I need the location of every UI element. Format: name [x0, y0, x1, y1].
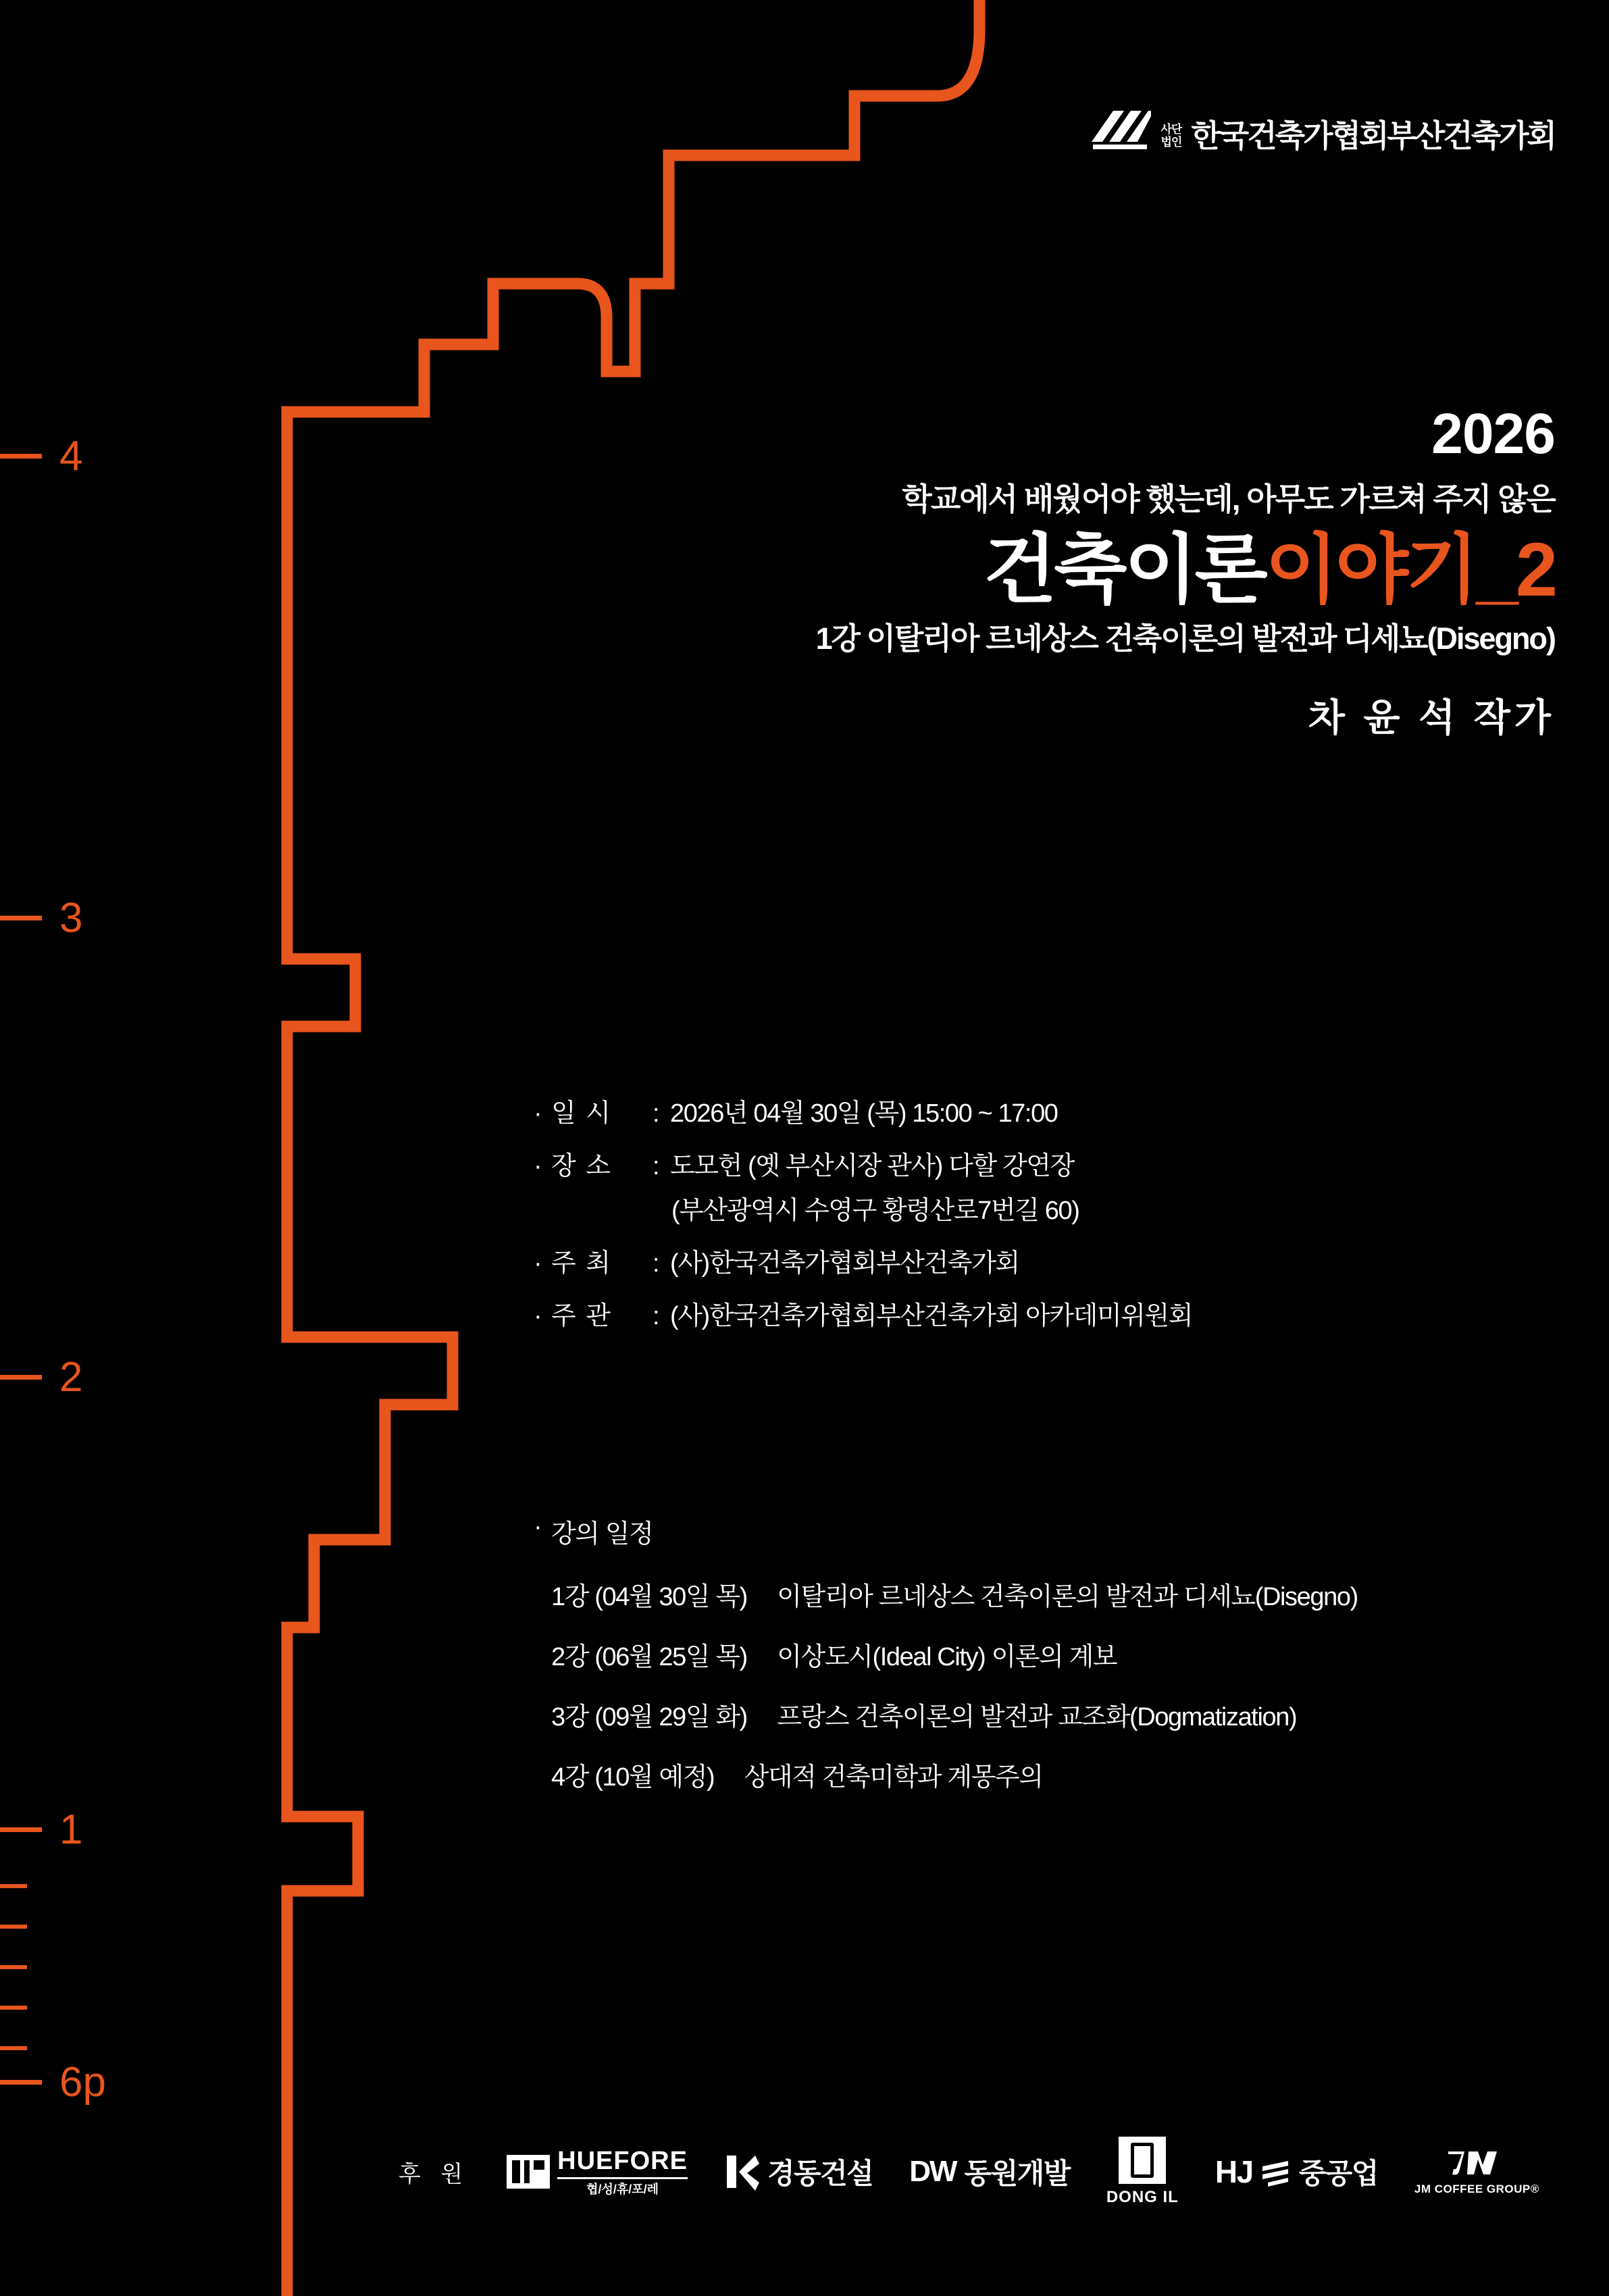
- schedule-item: [551, 1636, 1574, 1673]
- info-label-datetime: 일 시: [551, 1099, 612, 1128]
- ruler-tick-minor-2: [0, 1925, 27, 1929]
- info-label-host: 주 최: [551, 1249, 612, 1278]
- bullet-icon: ·: [534, 1249, 542, 1278]
- bullet-icon: ·: [534, 1513, 542, 1541]
- dongil-name: DONG IL: [1106, 2188, 1179, 2206]
- info-colon: :: [653, 1099, 659, 1128]
- ruler-tick-minor-3: [0, 1965, 27, 1969]
- info-value-organizer: (사)한국건축가협회부산건축가회 아카데미위원회: [670, 1302, 1193, 1330]
- event-kicker: 학교에서 배웠어야 했는데, 아무도 가르쳐 주지 않은: [902, 481, 1555, 517]
- ruler-tick-minor-1: [0, 1884, 27, 1888]
- dongwon-name: 동원개발: [964, 2158, 1070, 2189]
- schedule-item-no: 3강 (09월 29일 화): [551, 1703, 747, 1731]
- kyungdong-mark-icon: [724, 2153, 759, 2191]
- schedule-item-desc: 이상도시(Ideal City) 이론의 계보: [777, 1643, 1117, 1671]
- ruler-tick-6p: [0, 2080, 42, 2085]
- ruler-tick-minor-5: [0, 2046, 27, 2050]
- info-row-address: [671, 1198, 1560, 1224]
- info-colon: :: [653, 1152, 659, 1180]
- info-colon: :: [653, 1249, 659, 1278]
- ruler-tick-1: [0, 1827, 42, 1832]
- ruler-label-1: 1: [59, 1806, 83, 1853]
- info-label-organizer: 주 관: [551, 1302, 612, 1330]
- assoc-prefix-line2: 법인: [1160, 135, 1182, 149]
- speaker-name: 차 윤 석 작가: [1308, 696, 1555, 739]
- schedule-item-desc: 이탈리아 르네상스 건축이론의 발전과 디세뇨(Disegno): [777, 1583, 1358, 1611]
- page-title: [542, 527, 1555, 612]
- huefore-name: HUEFORE: [557, 2148, 688, 2179]
- kia-mark-icon: [1089, 108, 1151, 151]
- info-row-venue: [534, 1153, 1560, 1179]
- schedule-heading: 강의 일정: [551, 1520, 653, 1548]
- dongwon-mark: DW: [909, 2155, 956, 2188]
- info-value-datetime: 2026년 04월 30일 (목) 15:00 ~ 17:00: [670, 1099, 1058, 1128]
- hj-swoosh-icon: [1261, 2157, 1291, 2187]
- lecture-schedule: [534, 1513, 1574, 1816]
- bullet-icon: ·: [534, 1302, 542, 1330]
- ruler-label-4: 4: [59, 433, 83, 479]
- info-row-organizer: [534, 1303, 1560, 1329]
- jm-name: JM COFFEE GROUP®: [1414, 2183, 1539, 2195]
- schedule-item: [551, 1756, 1574, 1793]
- info-row-datetime: [534, 1101, 1560, 1126]
- sponsor-section-title: 후 원: [399, 2161, 470, 2187]
- huefore-mark-icon: [506, 2149, 551, 2194]
- ruler-tick-minor-4: [0, 2006, 27, 2010]
- ruler-label-3: 3: [59, 895, 83, 941]
- sponsor-huefore: [506, 2148, 688, 2195]
- sponsor-kyungdong: [724, 2151, 873, 2192]
- info-value-host: (사)한국건축가협회부산건축가회: [670, 1249, 1019, 1278]
- huefore-wordmark: [557, 2148, 688, 2195]
- huefore-subname: 협/성/휴/포/레: [586, 2183, 659, 2196]
- info-colon: :: [653, 1302, 659, 1330]
- info-row-host: [534, 1251, 1560, 1276]
- headline-block: [542, 402, 1555, 739]
- schedule-item: [551, 1575, 1574, 1613]
- sponsor-bar: [399, 2137, 1562, 2207]
- ruler-tick-2: [0, 1375, 42, 1380]
- title-part-2: 이야기: [1265, 527, 1477, 612]
- dongil-mark-inner: [1131, 2143, 1154, 2178]
- schedule-heading-row: [534, 1513, 1574, 1550]
- association-name: 한국건축가협회부산건축가회: [1191, 118, 1555, 153]
- sponsor-hj: [1215, 2151, 1378, 2192]
- kyungdong-name: 경동건설: [767, 2158, 873, 2189]
- schedule-item-no: 4강 (10월 예정): [551, 1763, 715, 1792]
- ruler-scale: [0, 0, 176, 2296]
- event-year: 2026: [1431, 402, 1555, 465]
- schedule-item-no: 1강 (04월 30일 목): [551, 1583, 747, 1611]
- sponsor-dongwon: [909, 2151, 1070, 2192]
- schedule-item-desc: 프랑스 건축이론의 발전과 교조화(Dogmatization): [777, 1703, 1297, 1731]
- hj-mark: HJ: [1215, 2154, 1253, 2189]
- bullet-icon: ·: [534, 1099, 542, 1128]
- association-corporate-prefix: [1160, 123, 1181, 151]
- event-info-list: [534, 1101, 1560, 1356]
- assoc-prefix-line1: 사단: [1160, 122, 1182, 136]
- info-value-venue: 도모헌 (옛 부산시장 관사) 다할 강연장: [670, 1152, 1074, 1180]
- event-subtitle: 1강 이탈리아 르네상스 건축이론의 발전과 디세뇨(Disegno): [815, 621, 1555, 656]
- sponsor-jm: [1414, 2147, 1539, 2196]
- info-label-venue: 장 소: [551, 1152, 612, 1180]
- ruler-label-2: 2: [59, 1354, 83, 1401]
- bullet-icon: ·: [534, 1152, 542, 1180]
- schedule-item-desc: 상대적 건축미학과 계몽주의: [744, 1763, 1043, 1792]
- dongil-mark-icon: [1119, 2137, 1166, 2184]
- ruler-label-6p: 6p: [59, 2059, 106, 2106]
- info-value-address: (부산광역시 수영구 황령산로7번길 60): [671, 1197, 1079, 1225]
- schedule-item-no: 2강 (06월 25일 목): [551, 1643, 747, 1671]
- jm-mark-icon: [1444, 2147, 1509, 2178]
- title-part-1: 건축이론: [984, 527, 1265, 612]
- schedule-item: [551, 1696, 1574, 1733]
- hj-name: 중공업: [1298, 2158, 1378, 2189]
- sponsor-dongil: [1106, 2137, 1179, 2207]
- association-logo: [1089, 108, 1555, 151]
- title-part-3: _2: [1476, 527, 1555, 612]
- ruler-tick-4: [0, 454, 42, 459]
- ruler-tick-3: [0, 916, 42, 920]
